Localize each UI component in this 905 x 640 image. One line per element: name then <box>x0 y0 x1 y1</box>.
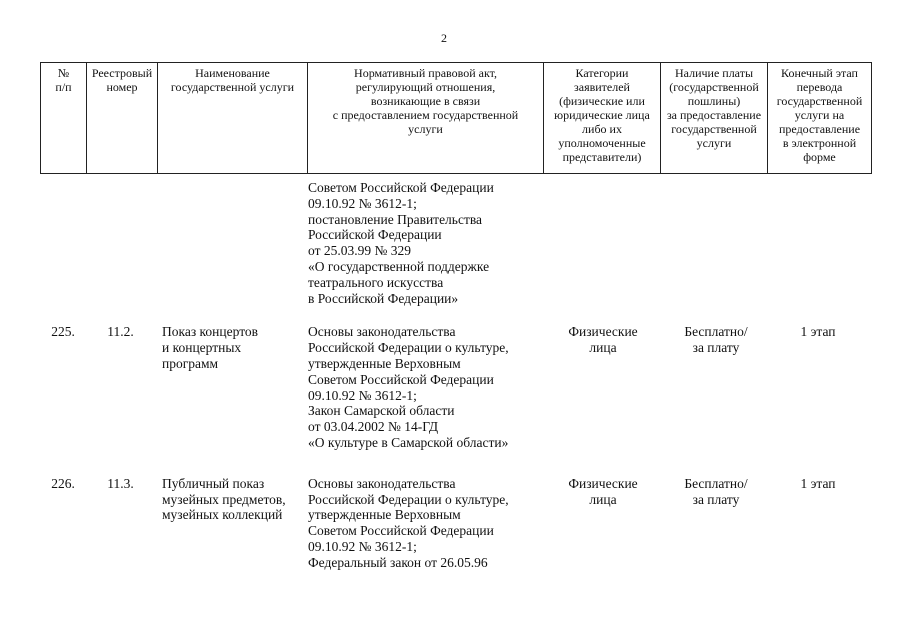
service-name-cell-line: и концертных <box>162 340 242 356</box>
legal-act-cell-line: Советом Российской Федерации <box>308 371 494 387</box>
legal-act-cell-line: Советом Российской Федерации <box>308 180 494 195</box>
legal-act-cell-line: Российской Федерации о культуре, <box>308 340 509 356</box>
final-stage-cell <box>768 324 868 340</box>
legal-act-cell <box>308 476 543 571</box>
payment-cell-line: за плату <box>692 340 740 356</box>
header-line: Реестровый <box>91 66 153 80</box>
header-line: Категории <box>575 66 629 80</box>
header-col-final-stage <box>768 63 872 174</box>
header-line: государственной <box>671 122 757 136</box>
payment-cell-line: Бесплатно/ <box>684 475 748 491</box>
legal-act-cell-line: Российской Федерации <box>308 227 442 243</box>
service-name-cell-line: программ <box>162 355 219 371</box>
legal-act-cell-line: Федеральный закон от 26.05.96 <box>308 554 488 570</box>
header-line: (государственной <box>669 80 759 94</box>
final-stage-cell-line: 1 этап <box>800 475 836 491</box>
header-line: Нормативный правовой акт, <box>354 66 497 80</box>
legal-act-cell-line: 09.10.92 № 3612-1; <box>308 387 417 403</box>
header-line: в электронной <box>782 136 857 150</box>
legal-act-cell-line: Советом Российской Федерации <box>308 523 494 539</box>
row-number-cell-line: 226. <box>51 475 75 491</box>
row-number-cell <box>40 476 86 492</box>
page-number: 2 <box>441 31 447 45</box>
header-line: услуги <box>696 136 732 150</box>
service-name-cell-line: Публичный показ <box>162 475 265 491</box>
service-name-cell <box>162 476 307 523</box>
legal-act-cell-line: утвержденные Верховным <box>308 355 461 371</box>
legal-act-cell-line: 09.10.92 № 3612-1; <box>308 195 417 211</box>
header-line: (физические или <box>559 94 645 108</box>
legal-act-cell-line: Основы законодательства <box>308 475 456 491</box>
header-line: юридические лица <box>554 108 650 122</box>
registry-number-cell <box>86 324 155 340</box>
legal-act-cell-line: постановление Правительства <box>308 211 483 227</box>
final-stage-cell-line: 1 этап <box>800 324 836 340</box>
header-line: заявителей <box>574 80 630 94</box>
header-row <box>41 63 872 174</box>
header-line: пошлины) <box>687 94 741 108</box>
legal-act-cell-line: 09.10.92 № 3612-1; <box>308 538 417 554</box>
header-col-number <box>41 63 87 174</box>
payment-cell-line: за плату <box>692 491 740 507</box>
applicant-category-cell-line: лица <box>589 491 617 507</box>
legal-act-cell-line: утвержденные Верховным <box>308 507 461 523</box>
legal-act-cell <box>308 180 543 306</box>
header-line: Конечный этап <box>781 66 858 80</box>
service-name-cell <box>162 324 307 371</box>
header-line: форме <box>803 150 836 164</box>
header-line: услуги на <box>794 108 845 122</box>
legal-act-cell-line: от 25.03.99 № 329 <box>308 243 411 259</box>
header-line: представители) <box>562 150 642 164</box>
header-line: услуги <box>408 122 443 136</box>
legal-act-cell-line: от 03.04.2002 № 14-ГД <box>308 419 439 435</box>
header-col-service-name <box>158 63 308 174</box>
header-line: номер <box>106 80 138 94</box>
continuation-row <box>40 180 871 324</box>
table-row <box>40 324 871 475</box>
header-line: № <box>57 66 70 80</box>
payment-cell-line: Бесплатно/ <box>684 324 748 340</box>
header-line: государственной услуги <box>170 80 295 94</box>
table-row <box>40 476 871 596</box>
header-col-legal-act <box>308 63 544 174</box>
header-line: регулирующий отношения, <box>355 80 496 94</box>
header-line: либо их <box>582 122 622 136</box>
header-line: предоставление <box>778 122 861 136</box>
applicant-category-cell <box>543 476 663 508</box>
legal-act-cell-line: «О государственной поддержке <box>308 258 490 274</box>
row-number-cell <box>40 324 86 340</box>
header-col-payment <box>661 63 768 174</box>
legal-act-cell-line: театрального искусства <box>308 274 444 290</box>
applicant-category-cell-line: Физические <box>568 475 638 491</box>
header-line: уполномоченные <box>558 136 646 150</box>
payment-cell <box>660 324 772 356</box>
service-name-cell-line: музейных коллекций <box>162 507 283 523</box>
header-line: Наличие платы <box>674 66 754 80</box>
table-body <box>40 180 871 596</box>
final-stage-cell <box>768 476 868 492</box>
applicant-category-cell-line: лица <box>589 340 617 356</box>
registry-number-cell-line: 11.3. <box>107 475 134 491</box>
header-line: государственной <box>776 94 863 108</box>
applicant-category-cell <box>543 324 663 356</box>
legal-act-cell-line: Закон Самарской области <box>308 403 455 419</box>
header-line: возникающие в связи <box>370 94 481 108</box>
payment-cell <box>660 476 772 508</box>
header-line: с предоставлением государственной <box>332 108 519 122</box>
legal-act-cell-line: Основы законодательства <box>308 324 456 340</box>
header-line: за предоставление <box>666 108 762 122</box>
registry-number-cell-line: 11.2. <box>107 324 134 340</box>
legal-act-cell <box>308 324 543 450</box>
header-line: перевода <box>796 80 843 94</box>
legal-act-cell-line: в Российской Федерации» <box>308 290 459 306</box>
registry-number-cell <box>86 476 155 492</box>
applicant-category-cell-line: Физические <box>568 324 638 340</box>
header-line: Наименование <box>195 66 270 80</box>
row-number-cell-line: 225. <box>51 324 75 340</box>
table-header <box>40 62 872 174</box>
header-line: п/п <box>55 80 72 94</box>
legal-act-cell-line: «О культуре в Самарской области» <box>308 434 509 450</box>
service-name-cell-line: Показ концертов <box>162 324 259 340</box>
legal-act-cell-line: Российской Федерации о культуре, <box>308 491 509 507</box>
service-name-cell-line: музейных предметов, <box>162 491 286 507</box>
header-col-registry <box>87 63 158 174</box>
header-col-applicants <box>544 63 661 174</box>
